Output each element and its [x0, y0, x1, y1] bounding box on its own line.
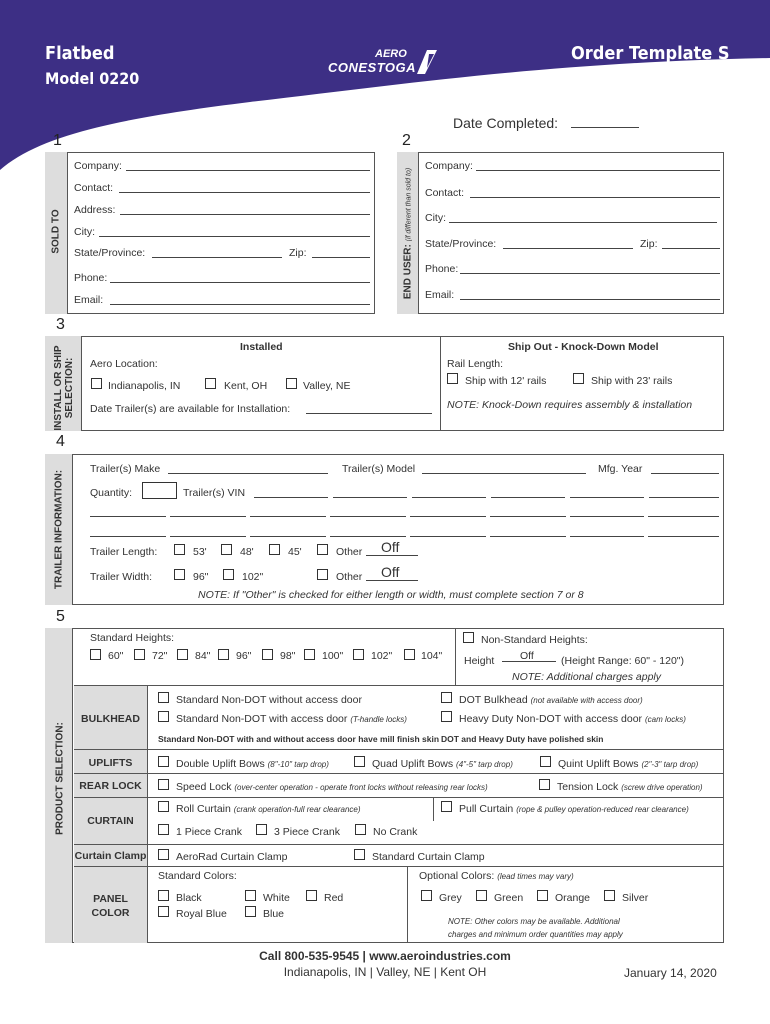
vin-field[interactable] [410, 516, 486, 517]
sold-to-address-field[interactable] [120, 214, 370, 215]
sold-to-company-field[interactable] [126, 170, 370, 171]
footer-contact: Call 800-535-9545 | www.aeroindustries.com [259, 949, 511, 963]
end-user-contact-field[interactable] [470, 197, 720, 198]
end-user-email-field[interactable] [460, 299, 720, 300]
width-96-checkbox[interactable] [174, 569, 185, 580]
section-3-number: 3 [56, 316, 65, 333]
length-53-checkbox[interactable] [174, 544, 185, 555]
vin-field[interactable] [170, 536, 246, 537]
quint-uplift-checkbox[interactable] [540, 756, 551, 767]
vin-field[interactable] [170, 516, 246, 517]
red-checkbox[interactable] [306, 890, 317, 901]
silver-checkbox[interactable] [604, 890, 615, 901]
vin-field[interactable] [333, 497, 407, 498]
model-title: Model 0220 [45, 69, 140, 88]
kent-checkbox[interactable] [205, 378, 216, 389]
width-other-checkbox[interactable] [317, 569, 328, 580]
length-other-value[interactable]: Off [381, 539, 400, 555]
sold-to-phone-field[interactable] [110, 282, 370, 283]
end-user-company-field[interactable] [476, 170, 720, 171]
royal-blue-checkbox[interactable] [158, 906, 169, 917]
valley-checkbox[interactable] [286, 378, 297, 389]
indianapolis-checkbox[interactable] [91, 378, 102, 389]
mfg-year-field[interactable] [651, 473, 719, 474]
vin-field[interactable] [330, 536, 406, 537]
heavy-duty-bulkhead-checkbox[interactable] [441, 711, 452, 722]
product-title: Flatbed [45, 43, 115, 64]
sold-to-state-field[interactable] [152, 257, 282, 258]
quantity-field[interactable] [142, 482, 177, 499]
vin-field[interactable] [90, 516, 166, 517]
width-102-checkbox[interactable] [223, 569, 234, 580]
end-user-zip-field[interactable] [662, 248, 720, 249]
speed-lock-checkbox[interactable] [158, 779, 169, 790]
curtain-clamp-label: Curtain Clamp [74, 850, 147, 862]
sold-to-email-field[interactable] [110, 304, 370, 305]
section-1-number: 1 [53, 132, 62, 149]
trailer-model-field[interactable] [422, 473, 586, 474]
sold-to-zip-field[interactable] [312, 257, 370, 258]
tension-lock-checkbox[interactable] [539, 779, 550, 790]
height-60-checkbox[interactable] [90, 649, 101, 660]
vin-field[interactable] [250, 516, 326, 517]
install-date-field[interactable] [306, 413, 432, 414]
rail-12-checkbox[interactable] [447, 373, 458, 384]
length-other-checkbox[interactable] [317, 544, 328, 555]
vin-field[interactable] [412, 497, 486, 498]
height-100-checkbox[interactable] [304, 649, 315, 660]
orange-checkbox[interactable] [537, 890, 548, 901]
no-crank-checkbox[interactable] [355, 824, 366, 835]
vin-field[interactable] [491, 497, 565, 498]
end-user-city-field[interactable] [449, 222, 717, 223]
length-48-checkbox[interactable] [221, 544, 232, 555]
install-ship-label: INSTALL OR SHIP SELECTION: [53, 345, 75, 431]
pull-curtain-checkbox[interactable] [441, 801, 452, 812]
bulkhead-label: BULKHEAD [81, 713, 140, 725]
product-selection-label: PRODUCT SELECTION: [54, 722, 66, 835]
three-piece-crank-checkbox[interactable] [256, 824, 267, 835]
length-45-checkbox[interactable] [269, 544, 280, 555]
section-4-number: 4 [56, 433, 65, 450]
bulkhead-std-no-door-checkbox[interactable] [158, 692, 169, 703]
uplifts-label: UPLIFTS [88, 757, 133, 769]
aero-conestoga-logo: AERO CONESTOGA [328, 48, 438, 78]
standard-clamp-checkbox[interactable] [354, 849, 365, 860]
blue-checkbox[interactable] [245, 906, 256, 917]
height-84-checkbox[interactable] [177, 649, 188, 660]
height-98-checkbox[interactable] [262, 649, 273, 660]
date-completed-field[interactable] [571, 127, 639, 128]
nonstd-height-checkbox[interactable] [463, 632, 474, 643]
vin-field[interactable] [410, 536, 486, 537]
template-title: Order Template S [571, 43, 730, 64]
vin-field[interactable] [490, 536, 566, 537]
sold-to-label: SOLD TO [50, 209, 62, 254]
black-checkbox[interactable] [158, 890, 169, 901]
rear-lock-label: REAR LOCK [79, 780, 142, 792]
vin-field[interactable] [330, 516, 406, 517]
nonstd-height-value[interactable]: Off [520, 650, 534, 662]
end-user-label: END USER: (if different than sold to) [402, 167, 414, 300]
vin-field[interactable] [570, 516, 644, 517]
date-completed-label: Date Completed: [453, 115, 559, 131]
height-72-checkbox[interactable] [134, 649, 145, 660]
aerorad-clamp-checkbox[interactable] [158, 849, 169, 860]
footer-date: January 14, 2020 [624, 966, 717, 980]
vin-field[interactable] [490, 516, 566, 517]
footer-locations: Indianapolis, IN | Valley, NE | Kent OH [283, 965, 487, 979]
section-5-number: 5 [56, 608, 65, 625]
height-102-checkbox[interactable] [353, 649, 364, 660]
green-checkbox[interactable] [476, 890, 487, 901]
rail-23-checkbox[interactable] [573, 373, 584, 384]
double-uplift-checkbox[interactable] [158, 756, 169, 767]
vin-field[interactable] [570, 536, 644, 537]
grey-checkbox[interactable] [421, 890, 432, 901]
vin-field[interactable] [90, 536, 166, 537]
dot-bulkhead-checkbox[interactable] [441, 692, 452, 703]
section-2-number: 2 [402, 132, 411, 149]
vin-field[interactable] [648, 536, 719, 537]
bulkhead-std-door-checkbox[interactable] [158, 711, 169, 722]
vin-field[interactable] [254, 497, 328, 498]
sold-to-contact-field[interactable] [119, 192, 370, 193]
panel-color-label: PANEL COLOR [91, 893, 130, 919]
white-checkbox[interactable] [245, 890, 256, 901]
end-user-state-field[interactable] [503, 248, 633, 249]
vin-field[interactable] [648, 516, 719, 517]
height-104-checkbox[interactable] [404, 649, 415, 660]
vin-field[interactable] [250, 536, 326, 537]
trailer-info-label: TRAILER INFORMATION: [53, 469, 65, 590]
width-other-value[interactable]: Off [381, 564, 400, 580]
curtain-label: CURTAIN [87, 815, 134, 827]
trailer-make-field[interactable] [168, 473, 328, 474]
vin-field[interactable] [649, 497, 719, 498]
vin-field[interactable] [570, 497, 644, 498]
one-piece-crank-checkbox[interactable] [158, 824, 169, 835]
sold-to-city-field[interactable] [99, 236, 370, 237]
height-96-checkbox[interactable] [218, 649, 229, 660]
roll-curtain-checkbox[interactable] [158, 801, 169, 812]
end-user-phone-field[interactable] [460, 273, 720, 274]
quad-uplift-checkbox[interactable] [354, 756, 365, 767]
